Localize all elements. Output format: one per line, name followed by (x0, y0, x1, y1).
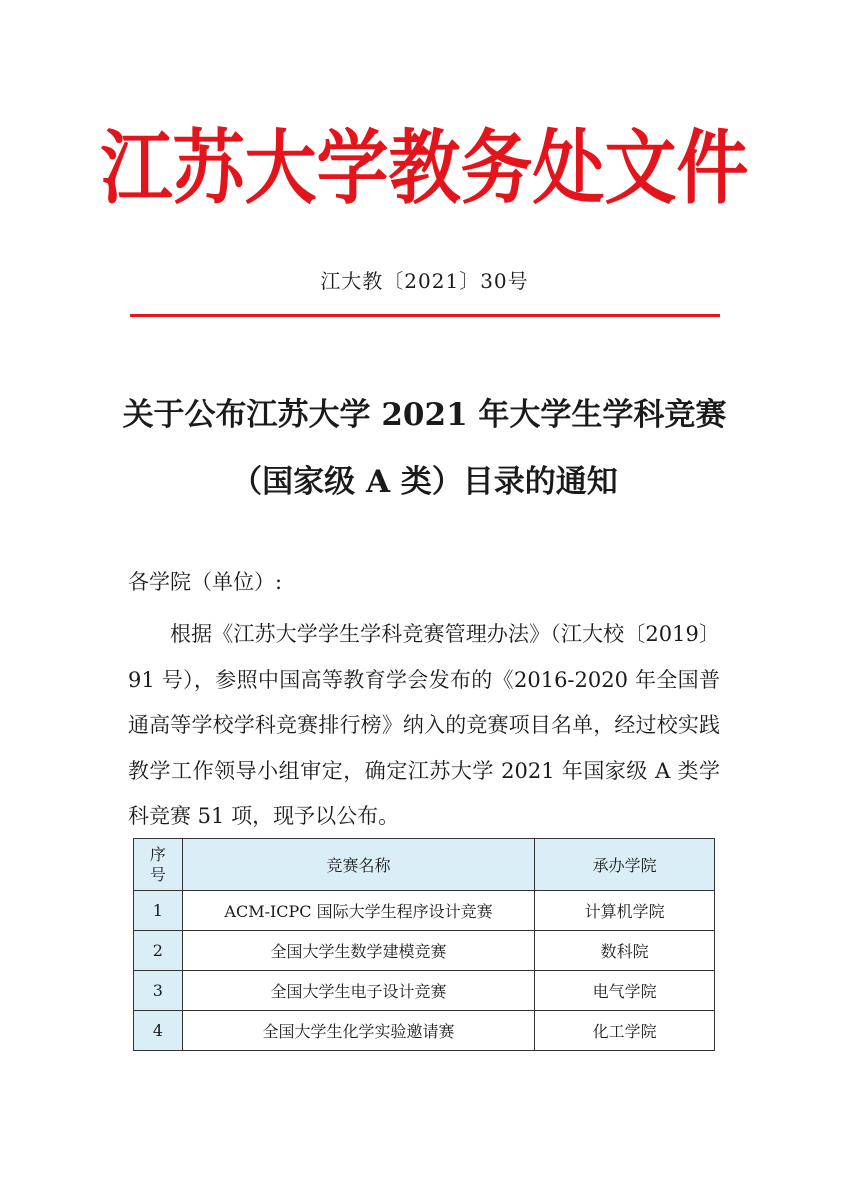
masthead-title: 江苏大学教务处文件 (100, 119, 749, 216)
row-host: 化工学院 (535, 1011, 715, 1051)
competition-table (133, 838, 715, 1051)
salutation: 各学院（单位）: (128, 570, 283, 594)
notice-title-line-1: 关于公布江苏大学 2021 年大学生学科竞赛 (122, 397, 727, 433)
table-row (134, 891, 715, 931)
row-host: 计算机学院 (535, 891, 715, 931)
header-host: 承办学院 (535, 839, 715, 891)
table-row (134, 971, 715, 1011)
row-name: 全国大学生数学建模竞赛 (182, 931, 535, 971)
document-number: 江大教〔2021〕30号 (320, 269, 529, 293)
header-name: 竞赛名称 (182, 839, 535, 891)
row-seq: 3 (134, 971, 183, 1011)
table-header-row (134, 839, 715, 891)
row-seq: 4 (134, 1011, 183, 1051)
row-name: 全国大学生化学实验邀请赛 (182, 1011, 535, 1051)
notice-title-line-2: （国家级 A 类）目录的通知 (231, 464, 618, 500)
red-divider (130, 314, 720, 317)
table-row (134, 1011, 715, 1051)
row-host: 数科院 (535, 931, 715, 971)
row-host: 电气学院 (535, 971, 715, 1011)
row-name: 全国大学生电子设计竞赛 (182, 971, 535, 1011)
body-paragraph: 根据《江苏大学学生学科竞赛管理办法》（江大校〔2019〕91 号），参照中国高等教育学会发布的《2016-2020 年全国普通高等学校学科竞赛排行榜》纳入的竞赛项目名单，经过校实践教学工作领导小组审定，确定江苏大学 2021 年国家级 A 类学科竞赛 51 项，现予以公布。 (128, 622, 720, 828)
row-seq: 2 (134, 931, 183, 971)
header-seq: 序号 (134, 839, 183, 891)
table-row (134, 931, 715, 971)
row-name: ACM-ICPC 国际大学生程序设计竞赛 (182, 891, 535, 931)
row-seq: 1 (134, 891, 183, 931)
